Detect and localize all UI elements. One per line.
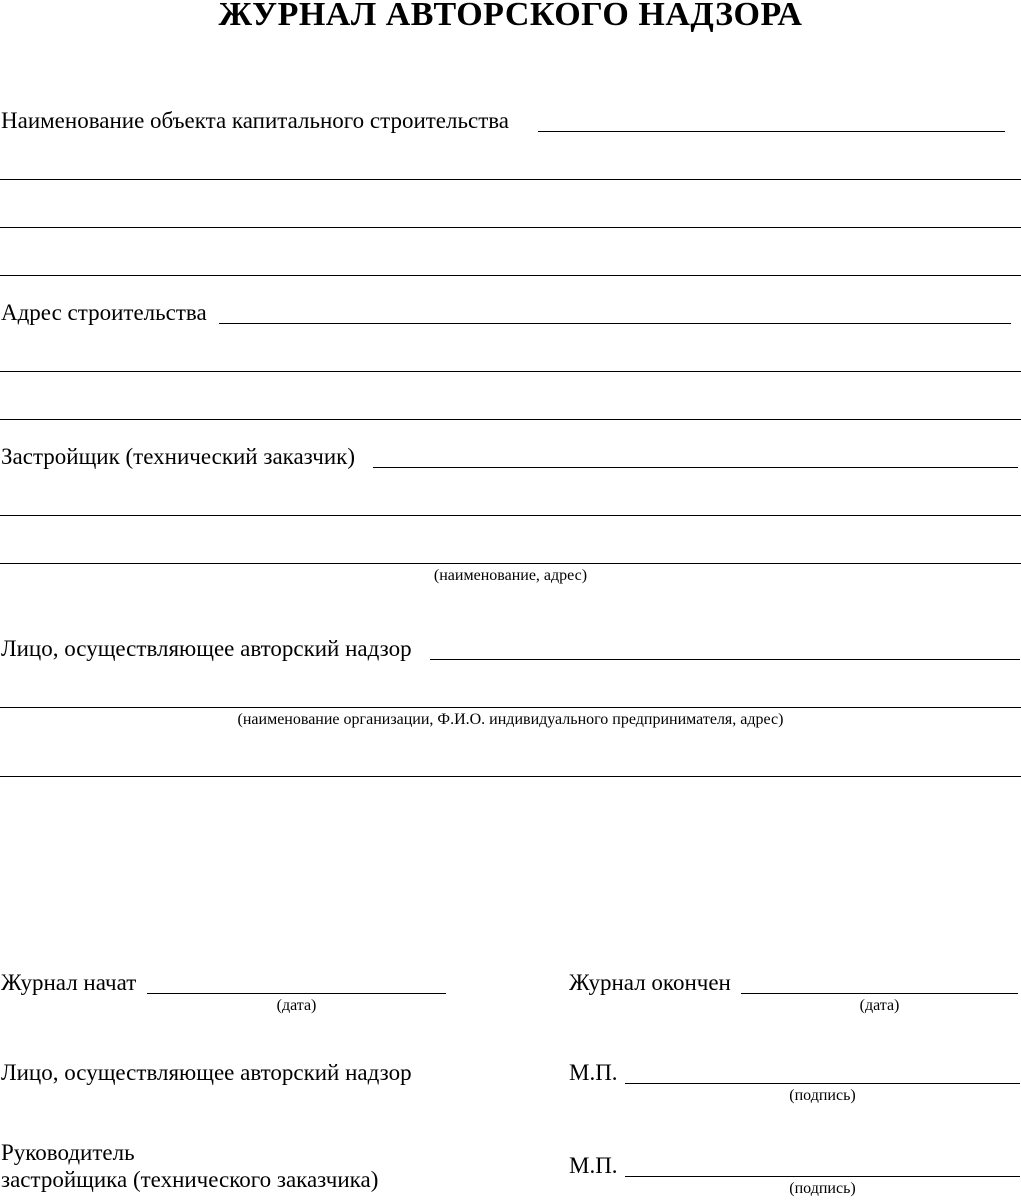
head-label-line-1: Руководитель [1,1140,135,1165]
developer-field-line-3[interactable] [0,563,1021,564]
page-title: ЖУРНАЛ АВТОРСКОГО НАДЗОРА [218,0,803,33]
journal-started-label: Журнал начат [1,970,137,995]
developer-field[interactable] [373,467,1018,468]
supervisor-label: Лицо, осуществляющее авторский надзор [1,636,412,661]
journal-finished-hint: (дата) [859,997,900,1014]
supervisor-signature-field[interactable] [625,1083,1020,1084]
object-name-field-line-2[interactable] [0,179,1021,180]
address-label: Адрес строительства [1,300,207,325]
journal-started-hint: (дата) [276,997,317,1014]
developer-label: Застройщик (технический заказчик) [1,444,356,469]
address-field-line-3[interactable] [0,419,1021,420]
head-signature-field[interactable] [625,1176,1020,1177]
object-name-label: Наименование объекта капитального строительства [1,108,510,133]
stamp-label-1: М.П. [569,1060,618,1085]
signature-hint-2: (подпись) [789,1180,856,1197]
journal-finished-label: Журнал окончен [569,970,731,995]
head-label-line-2: застройщика (технического заказчика) [1,1167,379,1192]
signature-supervisor-label: Лицо, осуществляющее авторский надзор [1,1060,412,1085]
address-field[interactable] [219,323,1011,324]
supervisor-field-line-3[interactable] [0,776,1021,777]
supervisor-field[interactable] [430,659,1020,660]
object-name-field-line-4[interactable] [0,275,1021,276]
developer-hint: (наименование, адрес) [433,567,588,584]
journal-started-date-field[interactable] [147,993,446,994]
developer-field-line-2[interactable] [0,515,1021,516]
address-field-line-2[interactable] [0,371,1021,372]
signature-hint-1: (подпись) [789,1087,856,1104]
object-name-field-line-3[interactable] [0,227,1021,228]
supervisor-field-line-2[interactable] [0,707,1021,708]
journal-finished-date-field[interactable] [741,993,1018,994]
supervisor-hint: (наименование организации, Ф.И.О. индивидуального предпринимателя, адрес) [237,711,784,728]
object-name-field[interactable] [538,131,1005,132]
stamp-label-2: М.П. [569,1153,618,1178]
